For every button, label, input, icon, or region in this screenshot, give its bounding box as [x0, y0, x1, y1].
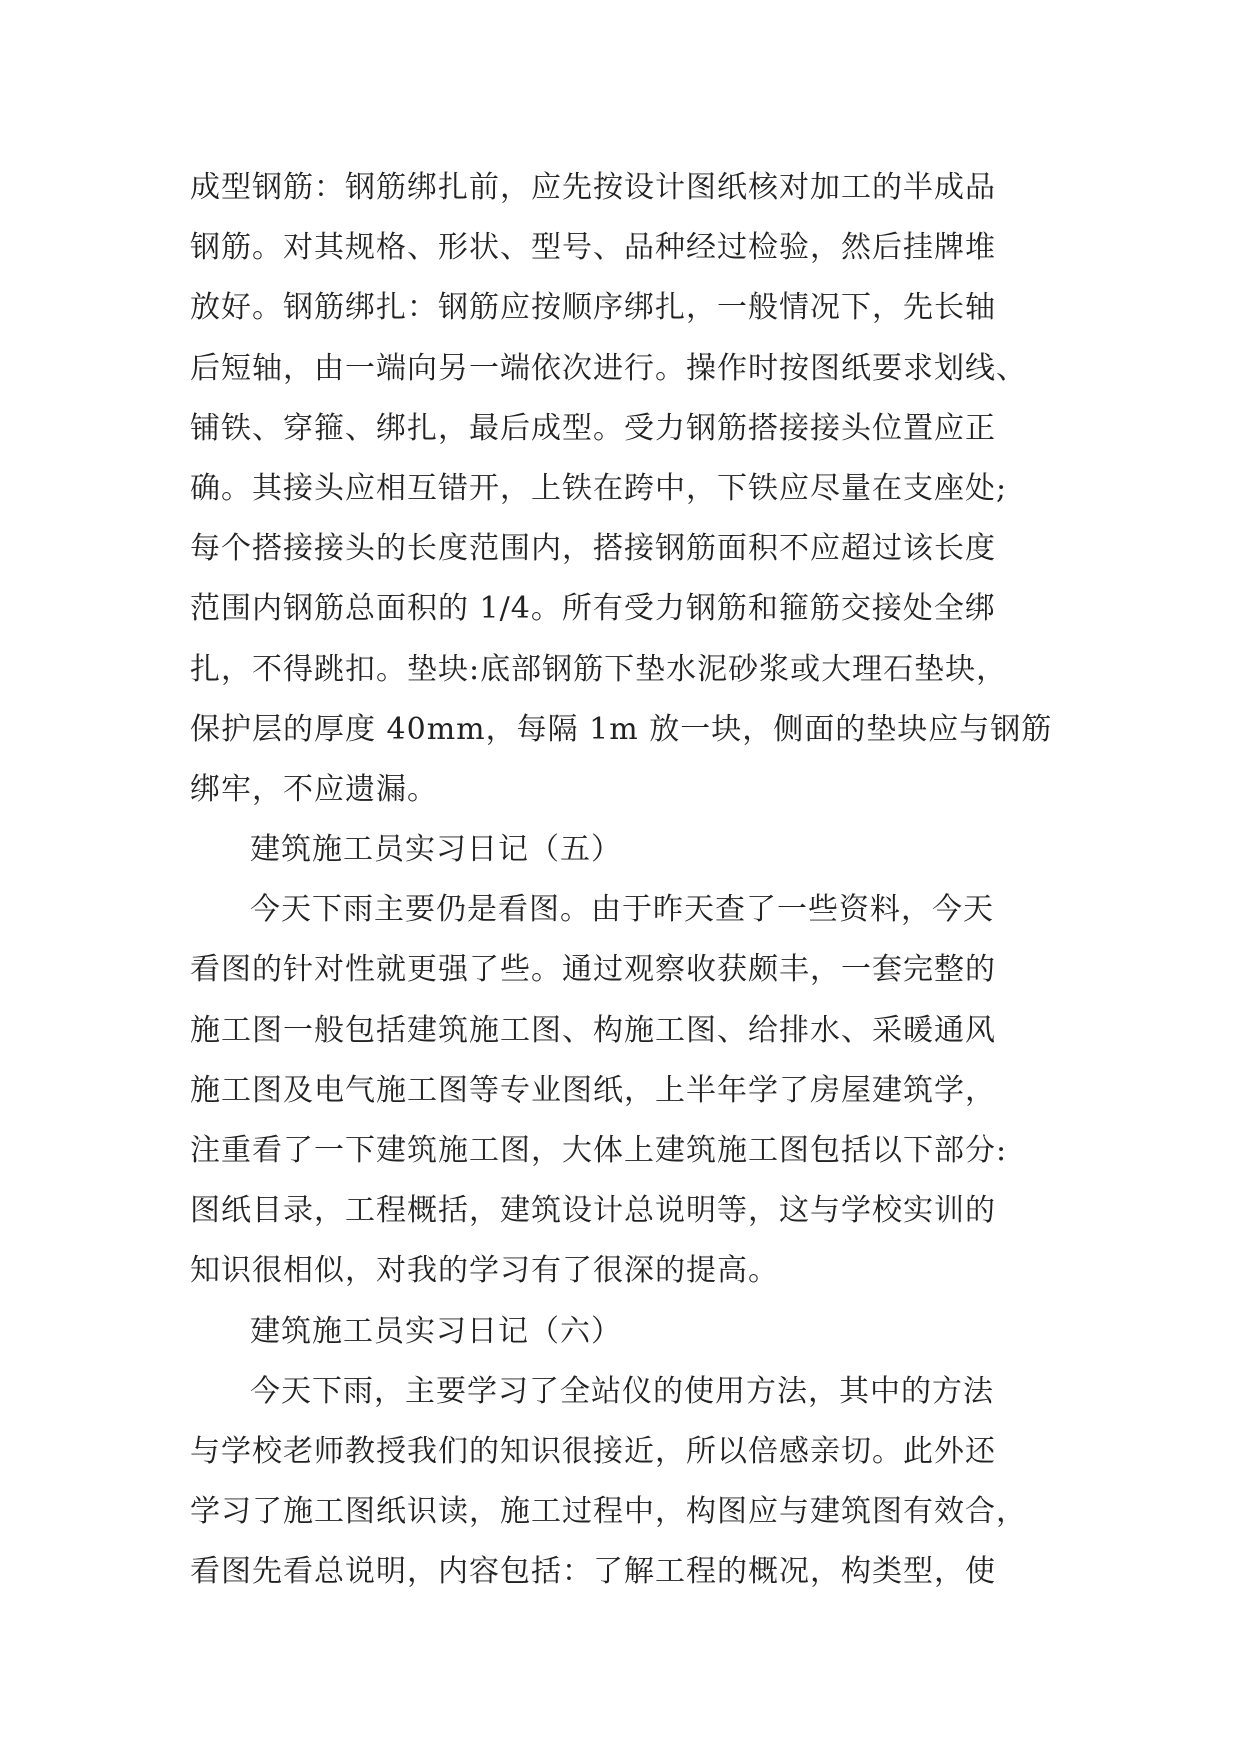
text-line: 学习了施工图纸识读，施工过程中，构图应与建筑图有效合，	[190, 1494, 1027, 1530]
text-line: 每个搭接接头的长度范围内，搭接钢筋面积不应超过该长度	[190, 531, 996, 567]
text-line: 图纸目录，工程概括，建筑设计总说明等，这与学校实训的	[190, 1193, 996, 1229]
text-line: 施工图及电气施工图等专业图纸，上半年学了房屋建筑学，	[190, 1072, 996, 1108]
text-line: 成型钢筋：钢筋绑扎前，应先按设计图纸核对加工的半成品	[190, 170, 996, 205]
text-line: 范围内钢筋总面积的 1/4。所有受力钢筋和箍筋交接处全绑	[190, 591, 996, 627]
section-heading-diary-5: 建筑施工员实习日记（五）	[250, 832, 622, 868]
text-line: 后短轴，由一端向另一端依次进行。操作时按图纸要求划线、	[190, 350, 1027, 386]
text-line: 施工图一般包括建筑施工图、构施工图、给排水、采暖通风	[190, 1012, 996, 1048]
paragraph-first-line: 今天下雨主要仍是看图。由于昨天查了一些资料，今天	[250, 892, 994, 928]
text-line: 绑牢，不应遗漏。	[190, 771, 438, 807]
text-line: 看图的针对性就更强了些。通过观察收获颇丰，一套完整的	[190, 952, 996, 988]
text-line: 与学校老师教授我们的知识很接近，所以倍感亲切。此外还	[190, 1433, 996, 1469]
text-line: 保护层的厚度 40mm，每隔 1m 放一块，侧面的垫块应与钢筋	[190, 711, 1053, 747]
text-line: 扎，不得跳扣。垫块:底部钢筋下垫水泥砂浆或大理石垫块，	[190, 651, 1008, 687]
paragraph-first-line: 今天下雨，主要学习了全站仪的使用方法，其中的方法	[250, 1373, 994, 1409]
text-line: 钢筋。对其规格、形状、型号、品种经过检验，然后挂牌堆	[190, 230, 996, 266]
document-body	[190, 158, 1053, 1603]
section-heading-diary-6: 建筑施工员实习日记（六）	[250, 1313, 622, 1349]
text-line: 注重看了一下建筑施工图，大体上建筑施工图包括以下部分:	[190, 1133, 1008, 1168]
text-line: 看图先看总说明，内容包括：了解工程的概况，构类型，使	[190, 1554, 996, 1590]
text-line: 放好。钢筋绑扎：钢筋应按顺序绑扎，一般情况下，先长轴	[190, 290, 996, 326]
text-line: 知识很相似，对我的学习有了很深的提高。	[190, 1253, 779, 1289]
text-line: 确。其接头应相互错开，上铁在跨中，下铁应尽量在支座处;	[190, 470, 1008, 506]
text-line: 铺铁、穿箍、绑扎，最后成型。受力钢筋搭接接头位置应正	[190, 410, 996, 446]
